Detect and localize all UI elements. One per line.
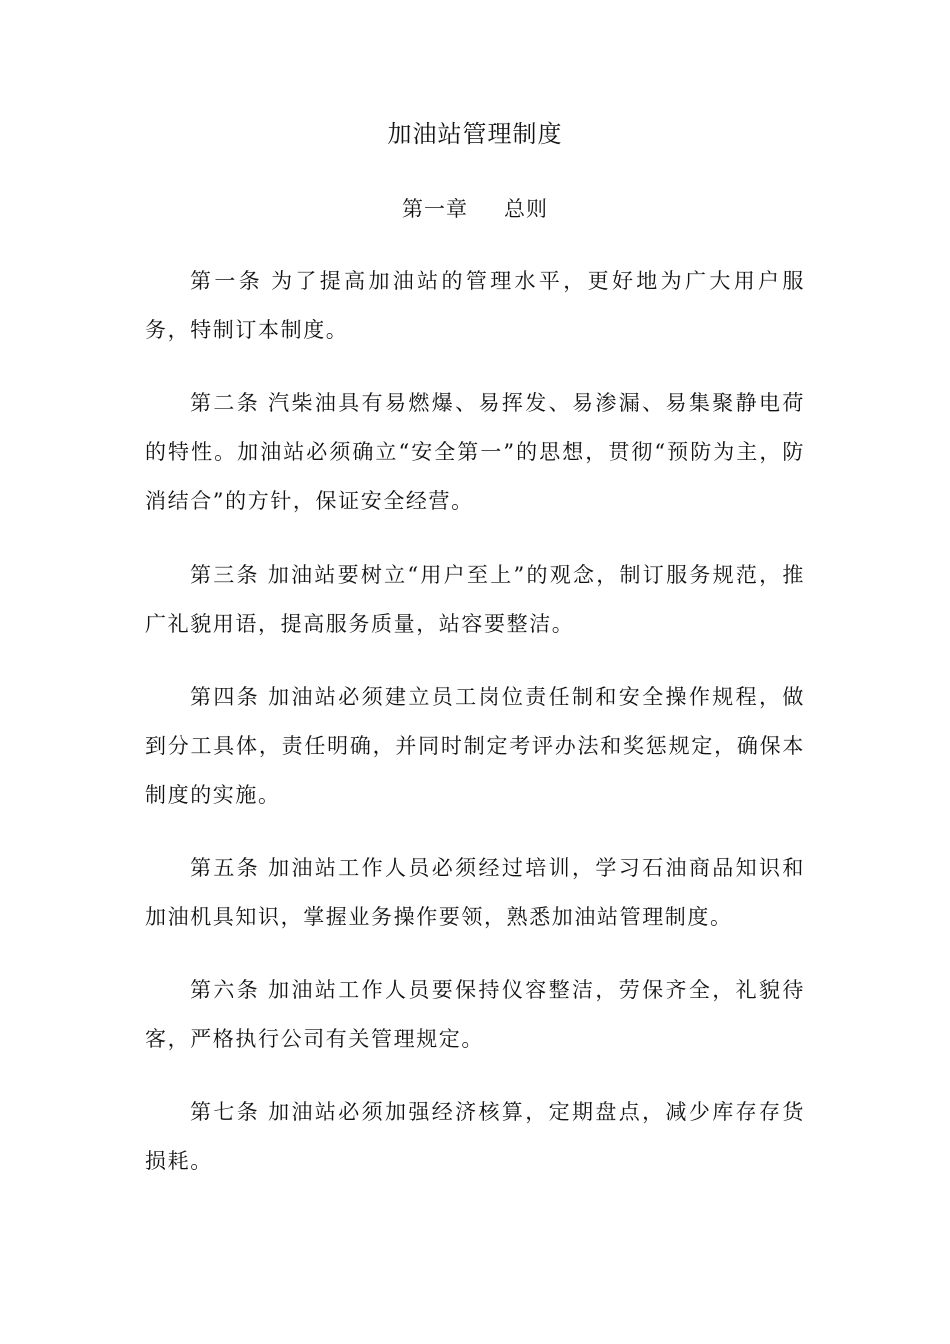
article-number: 第一条 <box>190 269 264 293</box>
chapter-name: 总则 <box>504 197 548 221</box>
document-title: 加油站管理制度 <box>387 120 563 148</box>
chapter-heading <box>0 189 950 229</box>
article-3 <box>145 551 805 649</box>
article-number: 第四条 <box>190 685 261 709</box>
article-6 <box>145 966 805 1064</box>
article-text: 加油站工作人员必须经过培训，学习石油商品知识和加油机具知识，掌握业务操作要领，熟悉加油站管理制度。 <box>145 856 805 929</box>
article-text: 加油站要树立“用户至上”的观念，制订服务规范，推广礼貌用语，提高服务质量，站容要整洁。 <box>145 563 805 636</box>
article-4 <box>145 673 805 820</box>
article-number: 第七条 <box>190 1100 261 1124</box>
article-2 <box>145 379 805 526</box>
article-number: 第五条 <box>190 856 261 880</box>
chapter-number: 第一章 <box>402 197 468 221</box>
article-1 <box>145 257 805 355</box>
article-text: 汽柴油具有易燃爆、易挥发、易渗漏、易集聚静电荷的特性。加油站必须确立“安全第一”的思想，贯彻“预防为主，防消结合”的方针，保证安全经营。 <box>145 391 805 513</box>
article-text: 加油站必须建立员工岗位责任制和安全操作规程，做到分工具体，责任明确，并同时制定考评办法和奖惩规定，确保本制度的实施。 <box>145 685 805 807</box>
article-number: 第六条 <box>190 978 261 1002</box>
article-text: 加油站工作人员要保持仪容整洁，劳保齐全，礼貌待客，严格执行公司有关管理规定。 <box>145 978 805 1051</box>
article-7 <box>145 1088 805 1186</box>
article-text: 加油站必须加强经济核算，定期盘点，减少库存存货损耗。 <box>145 1100 805 1173</box>
article-text: 为了提高加油站的管理水平，更好地为广大用户服务，特制订本制度。 <box>145 269 805 342</box>
article-number: 第三条 <box>190 563 260 587</box>
article-number: 第二条 <box>190 391 261 415</box>
article-5 <box>145 844 805 942</box>
